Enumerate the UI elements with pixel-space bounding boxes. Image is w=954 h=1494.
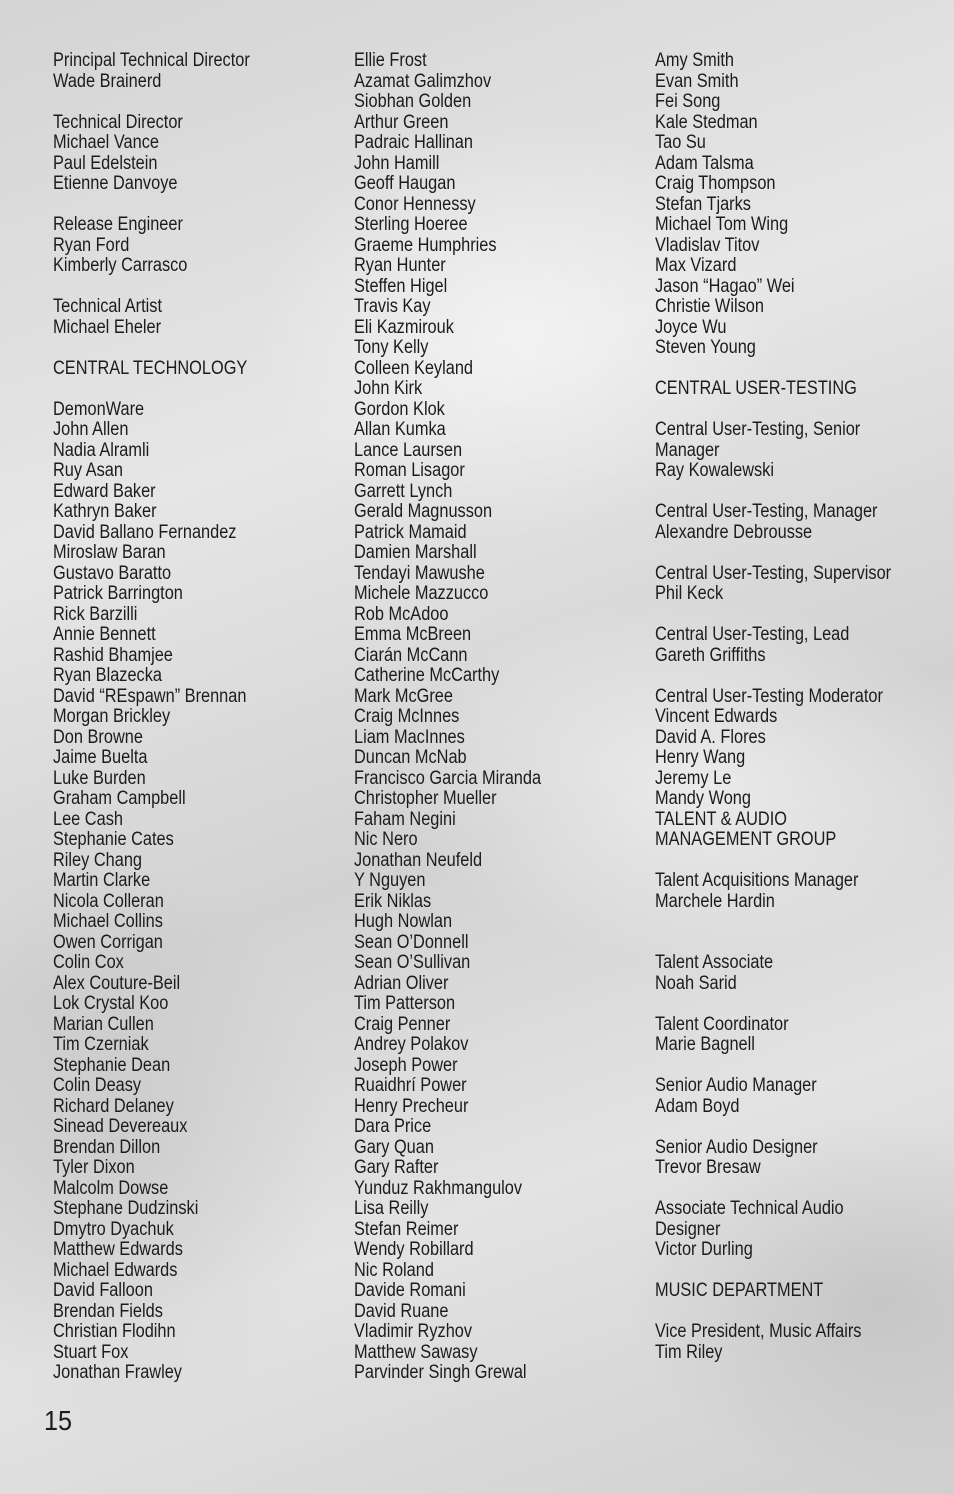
credit-line: Senior Audio Designer: [655, 1136, 818, 1158]
credit-line: Faham Negini: [354, 808, 456, 830]
credit-line: John Allen: [53, 419, 129, 440]
credit-line: Designer: [655, 1218, 721, 1240]
credit-line: Tim Riley: [655, 1341, 723, 1363]
credit-line: Craig Penner: [354, 1013, 451, 1035]
credit-line: Phil Keck: [655, 583, 724, 604]
credit-line: Stephane Dudzinski: [53, 1198, 199, 1219]
credit-line: Ruy Asan: [53, 460, 123, 481]
credit-line: Paul Edelstein: [53, 152, 158, 174]
credits-column-1: [53, 51, 250, 1384]
credit-line: Victor Durling: [655, 1239, 753, 1260]
credit-line: Brendan Dillon: [53, 1136, 161, 1158]
credit-line: Max Vizard: [655, 255, 737, 276]
credit-line: John Hamill: [354, 152, 440, 174]
credit-line: Andrey Polakov: [354, 1034, 469, 1055]
credit-line: Dmytro Dyachuk: [53, 1218, 174, 1240]
credit-line: Nicola Colleran: [53, 890, 164, 912]
credit-line: Tim Patterson: [354, 993, 456, 1014]
credit-line: Alexandre Debrousse: [655, 521, 813, 543]
credit-line: Catherine McCarthy: [354, 665, 500, 686]
credit-line: [655, 605, 891, 626]
credit-line: Roman Lisagor: [354, 460, 465, 481]
credit-line: [53, 338, 250, 359]
credit-line: Central User-Testing, Senior: [655, 419, 861, 440]
credit-line: Rashid Bhamjee: [53, 644, 173, 666]
credit-line: Michael Vance: [53, 132, 159, 153]
credit-line: Hugh Nowlan: [354, 911, 453, 932]
credit-line: Stefan Tjarks: [655, 193, 751, 215]
credit-line: Gareth Griffiths: [655, 644, 766, 666]
credit-line: Evan Smith: [655, 70, 739, 92]
credit-line: Michele Mazzucco: [354, 583, 489, 604]
credit-line: Technical Director: [53, 111, 183, 133]
credit-line: Matthew Edwards: [53, 1239, 183, 1260]
credit-line: Graham Campbell: [53, 788, 186, 809]
credit-line: Duncan McNab: [354, 747, 467, 768]
credit-line: Henry Precheur: [354, 1095, 469, 1117]
credit-line: David “REspawn” Brennan: [53, 685, 247, 707]
credit-line: Etienne Danvoye: [53, 173, 178, 194]
credit-line: Wendy Robillard: [354, 1239, 474, 1260]
credit-line: Tim Czerniak: [53, 1034, 149, 1055]
credit-line: Y Nguyen: [354, 870, 426, 891]
credit-line: Steffen Higel: [354, 275, 448, 297]
credit-line: Talent Coordinator: [655, 1013, 789, 1035]
credit-line: Marie Bagnell: [655, 1034, 755, 1055]
credit-line: Eli Kazmirouk: [354, 316, 454, 338]
credit-line: [655, 1179, 891, 1200]
credit-line: Damien Marshall: [354, 542, 477, 563]
credit-line: Central User-Testing Moderator: [655, 685, 883, 707]
credit-line: Craig Thompson: [655, 173, 776, 194]
credit-line: Christie Wilson: [655, 296, 764, 317]
credit-line: Mark McGree: [354, 685, 453, 707]
credit-line: Luke Burden: [53, 767, 146, 789]
credit-line: Morgan Brickley: [53, 706, 171, 727]
credit-line: Ryan Hunter: [354, 255, 446, 276]
credit-line: Michael Tom Wing: [655, 214, 789, 235]
credit-line: Kale Stedman: [655, 111, 758, 133]
credit-line: Gustavo Baratto: [53, 562, 172, 584]
credit-line: Francisco Garcia Miranda: [354, 767, 542, 789]
credit-line: Ellie Frost: [354, 50, 427, 71]
credit-line: Patrick Mamaid: [354, 521, 467, 543]
credit-line: Jaime Buelta: [53, 747, 148, 768]
credit-line: Jonathan Frawley: [53, 1362, 182, 1383]
credit-line: Joyce Wu: [655, 316, 727, 338]
credit-line: [655, 1117, 891, 1138]
credit-line: [53, 92, 250, 113]
credit-line: Sean O’Donnell: [354, 931, 469, 953]
credit-line: Mandy Wong: [655, 788, 751, 809]
credit-line: [655, 851, 891, 872]
credit-line: Lance Laursen: [354, 439, 463, 461]
credit-line: Tyler Dixon: [53, 1157, 135, 1178]
credit-line: David A. Flores: [655, 726, 766, 748]
credit-line: Amy Smith: [655, 50, 734, 71]
credit-line: Colin Deasy: [53, 1075, 142, 1096]
credit-line: Martin Clarke: [53, 870, 151, 891]
credit-line: [655, 543, 891, 564]
credit-line: MUSIC DEPARTMENT: [655, 1280, 824, 1301]
credit-line: Adam Boyd: [655, 1095, 740, 1117]
credit-line: Jason “Hagao” Wei: [655, 275, 795, 297]
credit-line: Gary Rafter: [354, 1157, 439, 1178]
credit-line: Parvinder Singh Grewal: [354, 1362, 527, 1383]
credit-line: Vice President, Music Affairs: [655, 1321, 862, 1342]
credit-line: Craig McInnes: [354, 706, 460, 727]
credit-line: Adrian Oliver: [354, 972, 449, 994]
credit-line: Erik Niklas: [354, 890, 432, 912]
credit-line: Stefan Reimer: [354, 1218, 459, 1240]
credit-line: [655, 482, 891, 503]
credit-line: Azamat Galimzhov: [354, 70, 492, 92]
credit-line: DemonWare: [53, 398, 145, 420]
credit-line: David Ballano Fernandez: [53, 521, 237, 543]
credit-line: Nadia Alramli: [53, 439, 150, 461]
credit-line: Talent Acquisitions Manager: [655, 870, 859, 891]
credit-line: CENTRAL TECHNOLOGY: [53, 357, 248, 379]
credit-line: Noah Sarid: [655, 972, 737, 994]
credit-line: [655, 666, 891, 687]
credit-line: [655, 1056, 891, 1077]
credit-line: [655, 1261, 891, 1282]
credit-line: Annie Bennett: [53, 624, 156, 645]
credit-line: Kathryn Baker: [53, 501, 157, 522]
credit-line: Malcolm Dowse: [53, 1177, 169, 1199]
credit-line: Garrett Lynch: [354, 480, 453, 502]
credit-line: Owen Corrigan: [53, 931, 163, 953]
credit-line: Brendan Fields: [53, 1300, 163, 1322]
credit-line: Central User-Testing, Lead: [655, 624, 850, 645]
credit-line: [655, 994, 891, 1015]
credit-line: CENTRAL USER-TESTING: [655, 378, 857, 399]
credit-line: Jeremy Le: [655, 767, 732, 789]
credit-line: Sean O’Sullivan: [354, 952, 471, 973]
page-number: 15: [44, 1405, 73, 1436]
credit-line: Nic Nero: [354, 829, 418, 850]
credit-line: Associate Technical Audio: [655, 1198, 844, 1219]
credit-line: Miroslaw Baran: [53, 542, 166, 563]
credit-line: David Ruane: [354, 1300, 449, 1322]
credit-line: [53, 379, 250, 400]
credit-line: Dara Price: [354, 1116, 432, 1137]
credit-line: Jonathan Neufeld: [354, 849, 483, 871]
credit-line: Yunduz Rakhmangulov: [354, 1177, 523, 1199]
credit-line: [53, 195, 250, 216]
credit-line: Stephanie Cates: [53, 829, 174, 850]
credit-line: Travis Kay: [354, 296, 431, 317]
credit-line: Lee Cash: [53, 808, 123, 830]
credit-line: Matthew Sawasy: [354, 1341, 478, 1363]
credit-line: Richard Delaney: [53, 1095, 174, 1117]
credit-line: Geoff Haugan: [354, 173, 456, 194]
credit-line: [53, 277, 250, 298]
credit-line: Ryan Ford: [53, 234, 130, 256]
credit-line: Rick Barzilli: [53, 603, 138, 625]
credit-line: Tendayi Mawushe: [354, 562, 485, 584]
credits-column-2: [354, 51, 541, 1384]
credit-line: Davide Romani: [354, 1280, 466, 1301]
credit-line: Principal Technical Director: [53, 50, 250, 71]
credit-line: Christopher Mueller: [354, 788, 497, 809]
credit-line: Steven Young: [655, 337, 756, 358]
credit-line: Vladislav Titov: [655, 234, 760, 256]
credit-line: Michael Edwards: [53, 1259, 178, 1281]
credit-line: Central User-Testing, Supervisor: [655, 562, 892, 584]
credit-line: Trevor Bresaw: [655, 1157, 761, 1178]
credit-line: Allan Kumka: [354, 419, 446, 440]
credit-line: Sinead Devereaux: [53, 1116, 188, 1137]
credit-line: Siobhan Golden: [354, 91, 472, 112]
credit-line: Vincent Edwards: [655, 706, 778, 727]
credit-line: Senior Audio Manager: [655, 1075, 817, 1096]
credit-line: Sterling Hoeree: [354, 214, 468, 235]
credit-line: Colleen Keyland: [354, 357, 474, 379]
credit-line: Central User-Testing, Manager: [655, 501, 878, 522]
credit-line: Marchele Hardin: [655, 890, 775, 912]
credit-line: Technical Artist: [53, 296, 162, 317]
credit-line: [655, 912, 891, 933]
credit-line: Ciarán McCann: [354, 644, 468, 666]
credit-line: Adam Talsma: [655, 152, 754, 174]
credit-line: Ray Kowalewski: [655, 460, 774, 481]
credit-line: Lisa Reilly: [354, 1198, 429, 1219]
credit-line: TALENT & AUDIO: [655, 808, 787, 830]
credit-line: Gerald Magnusson: [354, 501, 493, 522]
credit-line: Arthur Green: [354, 111, 449, 133]
credit-line: Michael Eheler: [53, 316, 162, 338]
credit-line: Manager: [655, 439, 720, 461]
credit-line: Stuart Fox: [53, 1341, 129, 1363]
credit-line: Gordon Klok: [354, 398, 445, 420]
credit-line: John Kirk: [354, 378, 423, 399]
credit-line: Fei Song: [655, 91, 721, 112]
credit-line: Alex Couture-Beil: [53, 972, 181, 994]
credit-line: Stephanie Dean: [53, 1054, 171, 1076]
credits-column-3: [655, 51, 891, 1363]
credit-line: Talent Associate: [655, 952, 774, 973]
credit-line: Joseph Power: [354, 1054, 458, 1076]
credit-line: [655, 1302, 891, 1323]
credit-line: Ryan Blazecka: [53, 665, 162, 686]
credit-line: Emma McBreen: [354, 624, 472, 645]
credit-line: Ruaidhrí Power: [354, 1075, 467, 1096]
credit-line: Don Browne: [53, 726, 143, 748]
credit-line: [655, 400, 891, 421]
credit-line: Christian Flodihn: [53, 1321, 176, 1342]
credit-line: [655, 359, 891, 380]
credit-line: Tony Kelly: [354, 337, 429, 358]
credit-line: Padraic Hallinan: [354, 132, 473, 153]
credit-line: Liam MacInnes: [354, 726, 465, 748]
credit-line: Patrick Barrington: [53, 583, 183, 604]
credit-line: Tao Su: [655, 132, 706, 153]
credit-line: Conor Hennessy: [354, 193, 476, 215]
credit-line: Rob McAdoo: [354, 603, 449, 625]
credit-line: Kimberly Carrasco: [53, 255, 188, 276]
credit-line: Riley Chang: [53, 849, 143, 871]
credit-line: Nic Roland: [354, 1259, 434, 1281]
credit-line: Lok Crystal Koo: [53, 993, 169, 1014]
credit-line: [655, 933, 891, 954]
credit-line: Michael Collins: [53, 911, 163, 932]
credit-line: Vladimir Ryzhov: [354, 1321, 473, 1342]
credit-line: MANAGEMENT GROUP: [655, 829, 837, 850]
credit-line: Gary Quan: [354, 1136, 434, 1158]
credit-line: Henry Wang: [655, 747, 746, 768]
credit-line: Marian Cullen: [53, 1013, 154, 1035]
credit-line: Wade Brainerd: [53, 70, 162, 92]
credit-line: Edward Baker: [53, 480, 156, 502]
credit-line: David Falloon: [53, 1280, 153, 1301]
credit-line: Graeme Humphries: [354, 234, 497, 256]
credit-line: Release Engineer: [53, 214, 183, 235]
credit-line: Colin Cox: [53, 952, 124, 973]
